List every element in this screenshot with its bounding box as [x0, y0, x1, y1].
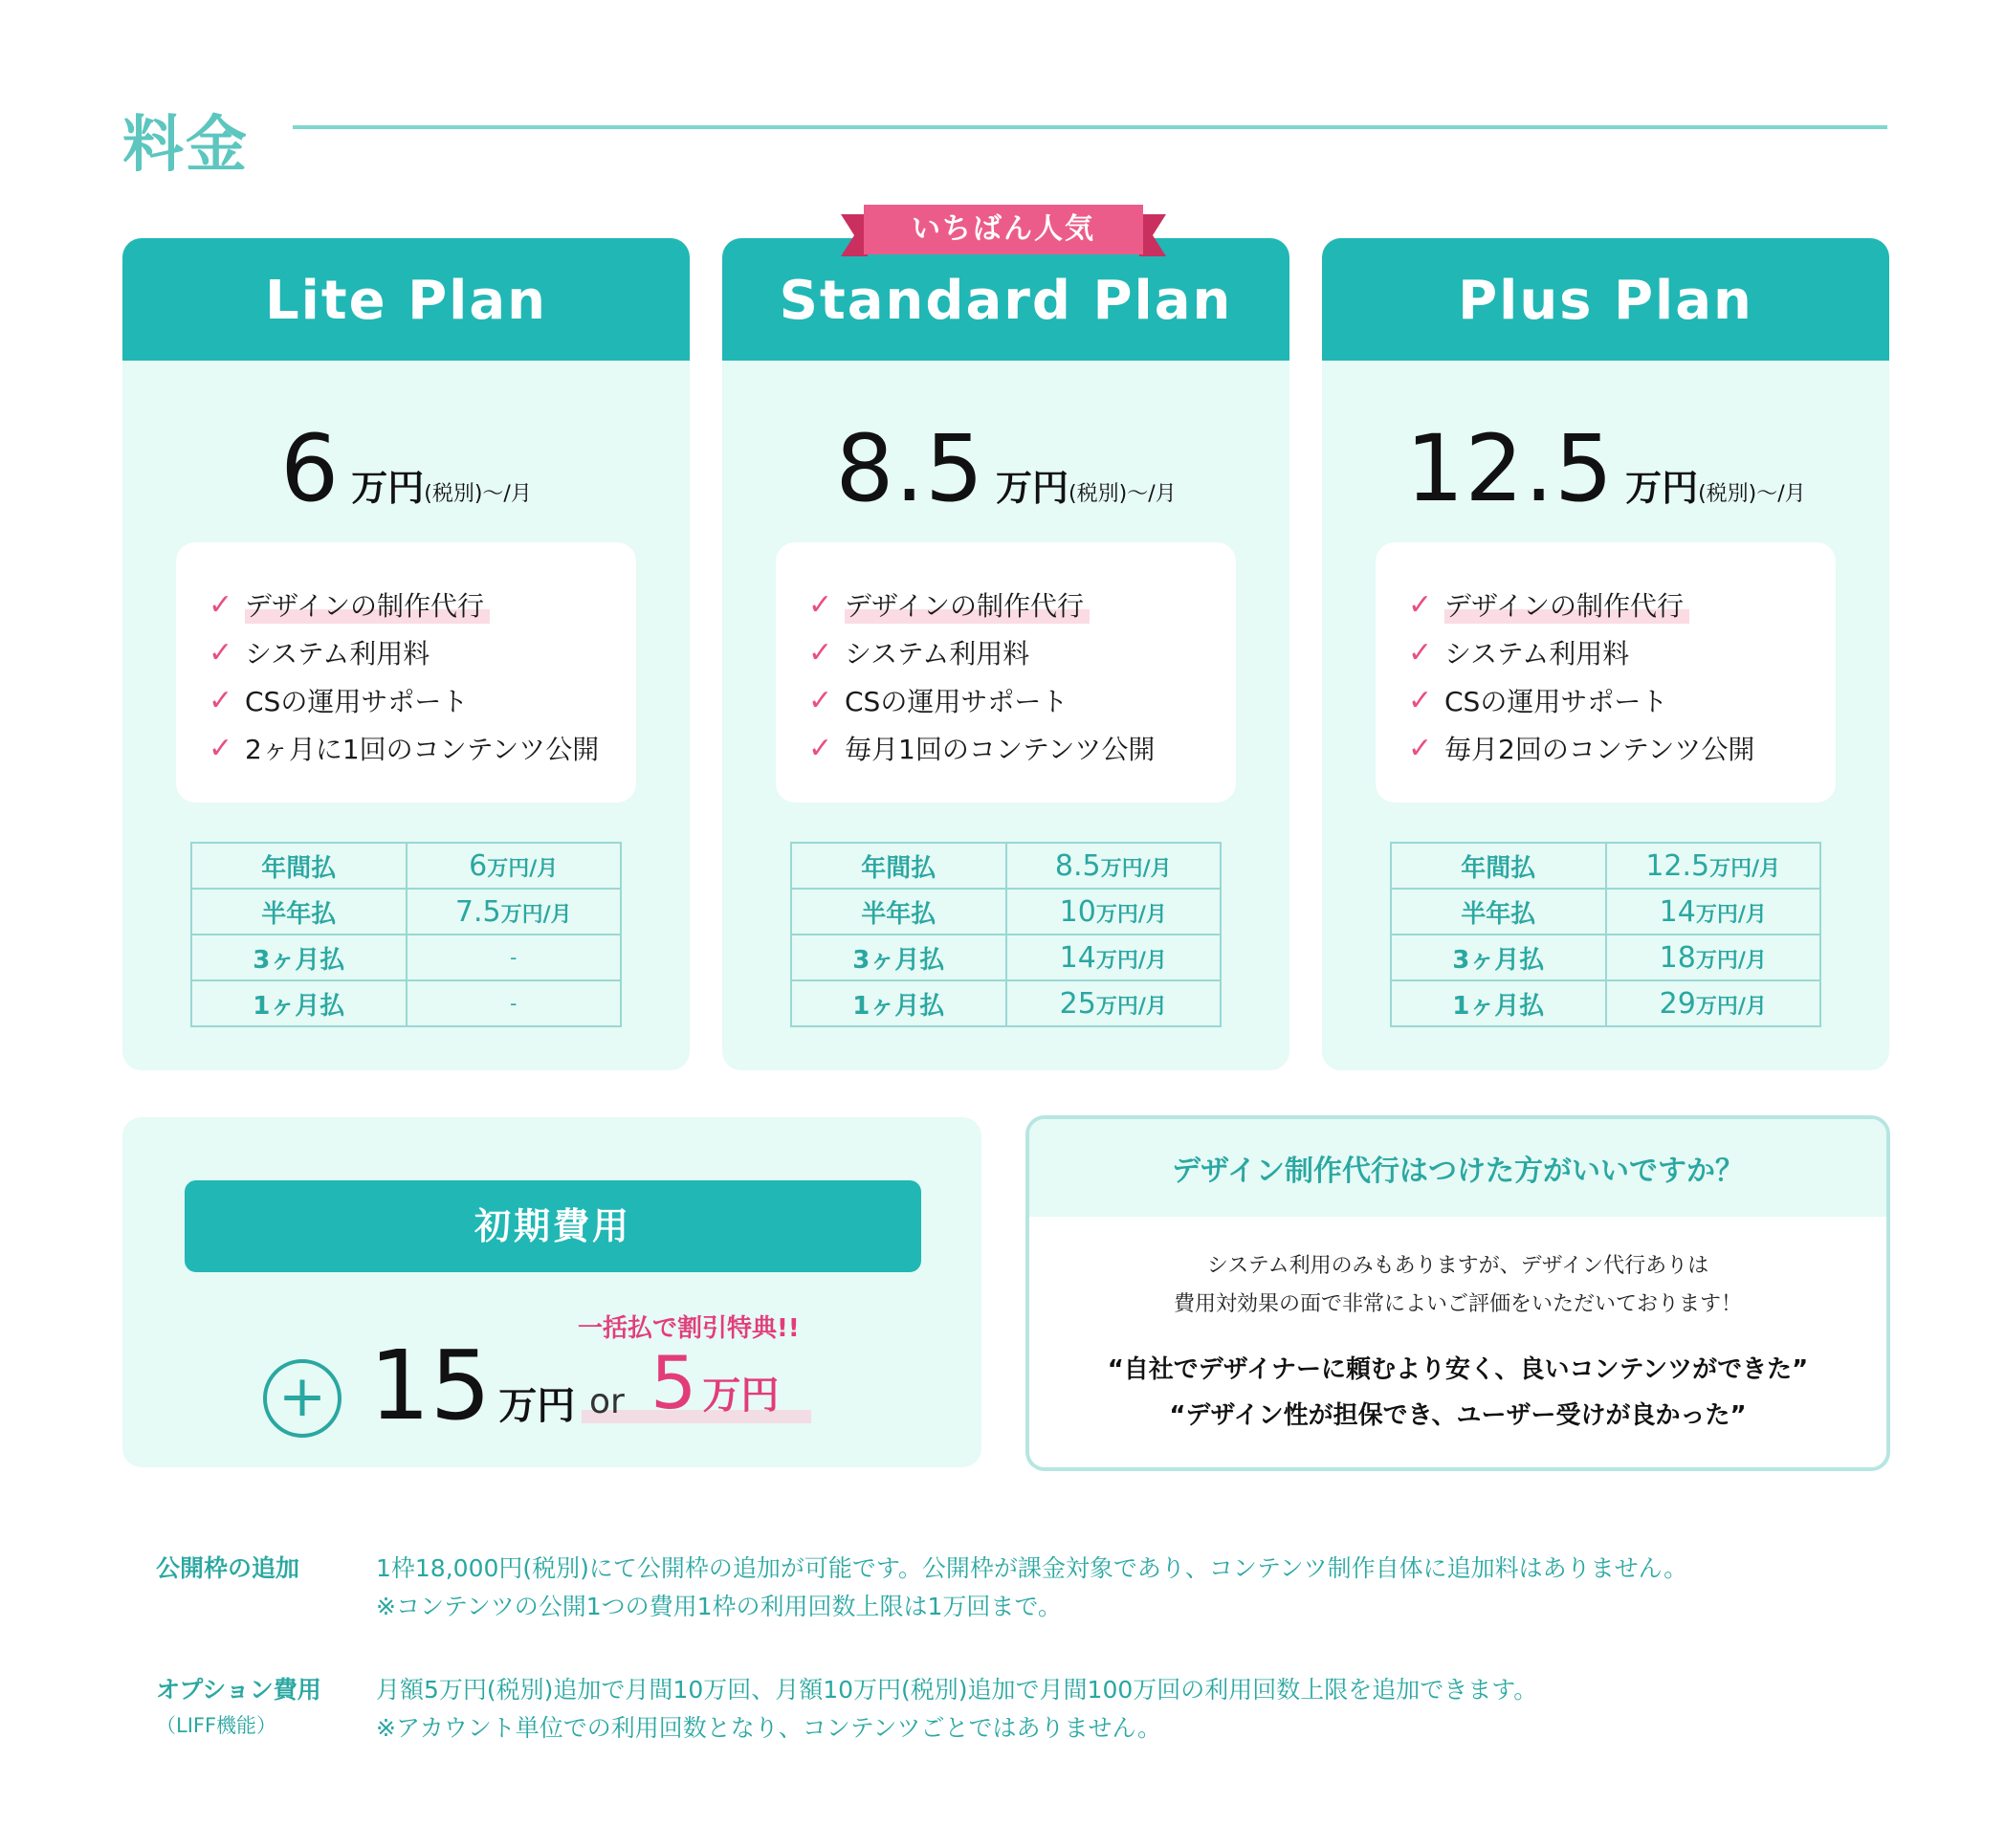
table-row	[791, 935, 1221, 980]
faq-answer-line: システム利用のみもありますが、デザイン代行ありは	[1206, 1254, 1709, 1278]
table-row	[1391, 980, 1820, 1026]
faq-question: デザイン制作代行はつけた方がいいですか？	[1029, 1119, 1886, 1217]
payment-table	[790, 842, 1222, 1027]
check-icon: ✓	[209, 731, 233, 765]
plan-price	[122, 415, 690, 522]
payment-table	[1390, 842, 1821, 1027]
price-amount: 8.5	[835, 415, 985, 522]
price-suffix: (税別)〜/月	[424, 482, 532, 506]
feature-item: ✓ 毎月1回のコンテンツ公開	[808, 731, 1156, 765]
check-icon: ✓	[808, 587, 833, 622]
price-unit: 万円	[351, 467, 425, 509]
feature-item: ✓ デザインの制作代行	[808, 581, 1236, 628]
faq-quote-line: “自社でデザイナーに頼むより安く、良いコンテンツができた”	[1107, 1355, 1809, 1384]
table-row	[1391, 843, 1820, 889]
note-text: ※アカウント単位での利用回数となり、コンテンツごとではありません。	[376, 1714, 1161, 1742]
row-value: 6万円/月	[407, 843, 622, 889]
check-icon: ✓	[1408, 587, 1433, 622]
or-label: or	[589, 1382, 625, 1421]
note-text: 1枠18,000円(税別)にて公開枠の追加が可能です。公開枠が課金対象であり、コンテンツ制作自体に追加料はありません。	[376, 1554, 1688, 1582]
discount-label: 一括払で割引特典!!	[578, 1314, 800, 1343]
initial-fee-price	[369, 1330, 575, 1441]
table-row	[1391, 935, 1820, 980]
row-value: 14万円/月	[1006, 935, 1222, 980]
check-icon: ✓	[209, 635, 233, 670]
price-amount: 12.5	[1405, 415, 1615, 522]
row-label: 1ヶ月払	[191, 980, 407, 1026]
feature-item: ✓ システム利用料	[209, 635, 430, 670]
note-label-option-fee: オプション費用	[156, 1676, 321, 1704]
table-row	[791, 889, 1221, 935]
note-sub-label: （LIFF機能）	[156, 1714, 277, 1737]
note-label-publish-slot: 公開枠の追加	[156, 1554, 300, 1582]
row-label: 年間払	[191, 843, 407, 889]
row-value: -	[407, 980, 622, 1026]
row-value: 12.5万円/月	[1606, 843, 1821, 889]
row-value: 7.5万円/月	[407, 889, 622, 935]
check-icon: ✓	[1408, 683, 1433, 717]
feature-list	[1376, 542, 1836, 803]
row-value: 14万円/月	[1606, 889, 1821, 935]
row-label: 年間払	[1391, 843, 1606, 889]
row-label: 半年払	[191, 889, 407, 935]
feature-item: ✓ デザインの制作代行	[1408, 581, 1836, 628]
faq-quote-line: “デザイン性が担保でき、ユーザー受けが良かった”	[1169, 1401, 1747, 1430]
initial-fee-unit: 万円	[498, 1384, 576, 1428]
faq-answer-line: 費用対効果の面で非常によいご評価をいただいております！	[1173, 1292, 1742, 1316]
feature-item: ✓ システム利用料	[1408, 635, 1630, 670]
page-title: 料金	[122, 110, 249, 181]
table-row	[191, 935, 621, 980]
plan-name: Lite Plan	[122, 238, 690, 361]
table-row	[191, 980, 621, 1026]
row-value: 8.5万円/月	[1006, 843, 1222, 889]
check-icon: ✓	[1408, 731, 1433, 765]
note-text: ※コンテンツの公開1つの費用1枠の利用回数上限は1万回まで。	[376, 1593, 1062, 1620]
table-row	[1391, 889, 1820, 935]
row-label: 3ヶ月払	[791, 935, 1006, 980]
row-label: 1ヶ月払	[1391, 980, 1606, 1026]
price-amount: 6	[280, 415, 341, 522]
price-unit: 万円	[996, 467, 1069, 509]
check-icon: ✓	[209, 587, 233, 622]
check-icon: ✓	[808, 731, 833, 765]
initial-fee-amount: 15	[369, 1330, 492, 1441]
row-label: 3ヶ月払	[191, 935, 407, 980]
plus-icon: +	[263, 1359, 342, 1438]
feature-item: ✓ システム利用料	[808, 635, 1030, 670]
title-divider	[293, 125, 1887, 129]
row-value: 10万円/月	[1006, 889, 1222, 935]
feature-item: ✓ デザインの制作代行	[209, 581, 636, 628]
row-label: 半年払	[791, 889, 1006, 935]
payment-table	[190, 842, 622, 1027]
faq-box	[1025, 1115, 1890, 1471]
feature-item: ✓ CSの運用サポート	[209, 683, 469, 717]
row-label: 3ヶ月払	[1391, 935, 1606, 980]
plan-card-plus	[1322, 238, 1889, 1070]
feature-list	[176, 542, 636, 803]
table-row	[191, 843, 621, 889]
popular-badge: いちばん人気	[912, 212, 1095, 246]
plan-price	[1322, 415, 1889, 522]
initial-fee-title: 初期費用	[185, 1180, 921, 1272]
plan-card-standard	[722, 238, 1289, 1070]
row-value: 29万円/月	[1606, 980, 1821, 1026]
table-row	[791, 843, 1221, 889]
plan-name: Plus Plan	[1322, 238, 1889, 361]
row-label: 半年払	[1391, 889, 1606, 935]
table-row	[791, 980, 1221, 1026]
faq-quotes	[1029, 1347, 1886, 1439]
feature-item: ✓ 毎月2回のコンテンツ公開	[1408, 731, 1755, 765]
row-value: -	[407, 935, 622, 980]
price-suffix: (税別)〜/月	[1069, 482, 1177, 506]
plan-price	[722, 415, 1289, 522]
row-value: 25万円/月	[1006, 980, 1222, 1026]
check-icon: ✓	[209, 683, 233, 717]
price-suffix: (税別)〜/月	[1698, 482, 1806, 506]
discount-price	[650, 1340, 779, 1425]
feature-list	[776, 542, 1236, 803]
faq-answer	[1029, 1247, 1886, 1324]
plan-name: Standard Plan	[722, 238, 1289, 361]
price-unit: 万円	[1625, 467, 1699, 509]
row-label: 年間払	[791, 843, 1006, 889]
feature-item: ✓ 2ヶ月に1回のコンテンツ公開	[209, 731, 600, 765]
discount-unit: 万円	[702, 1374, 780, 1418]
check-icon: ✓	[1408, 635, 1433, 670]
feature-item: ✓ CSの運用サポート	[1408, 683, 1668, 717]
check-icon: ✓	[808, 635, 833, 670]
feature-item: ✓ CSの運用サポート	[808, 683, 1069, 717]
table-row	[191, 889, 621, 935]
check-icon: ✓	[808, 683, 833, 717]
initial-fee-box	[122, 1117, 981, 1467]
row-value: 18万円/月	[1606, 935, 1821, 980]
row-label: 1ヶ月払	[791, 980, 1006, 1026]
discount-amount: 5	[650, 1340, 697, 1425]
note-text: 月額5万円(税別)追加で月間10万回、月額10万円(税別)追加で月間100万回の利用回数上限を追加できます。	[376, 1676, 1538, 1704]
plan-card-lite	[122, 238, 690, 1070]
